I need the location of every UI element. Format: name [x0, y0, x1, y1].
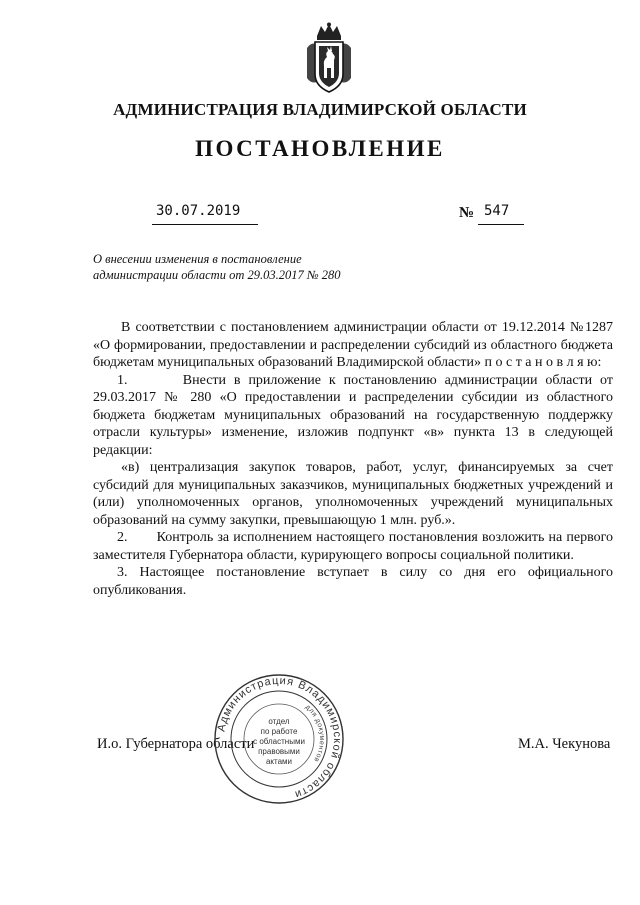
official-stamp [212, 672, 346, 806]
item-2-paragraph: 2. Контроль за исполнением настоящего постановления возложить на первого заместителя Губернатора области, курирующего вопросы социальной политики. [93, 530, 613, 563]
document-date: 30.07.2019 [156, 203, 241, 219]
document-type-title: ПОСТАНОВЛЕНИЕ [195, 136, 445, 161]
item-3-paragraph: 3. Настоящее постановление вступает в силу со дня его официального опубликования. [93, 565, 613, 598]
document-subject [93, 251, 353, 283]
number-sign: № [459, 205, 475, 221]
stamp-inner-line: с областными [253, 737, 305, 746]
stamp-inner-line: актами [265, 757, 293, 766]
signer-position: И.о. Губернатора области [97, 736, 255, 752]
document-number: 547 [484, 203, 510, 219]
stamp-ring-text: Администрация Владимирской области [215, 674, 344, 801]
document-body [93, 319, 613, 599]
item-1-paragraph: 1. Внести в приложение к постановлению администрации области от 29.03.2017 № 280 «О предоставлении и распределении субсидии из областного бюджета бюджетам муниципальных образований на государственную поддержку отрасли культуры» изменение, изложив подпункт «в» пункта 13 в следующей редакции: [93, 372, 613, 458]
item-1-quote-paragraph: «в) централизация закупок товаров, работ, услуг, финансируемых за счет субсидий для муниципальных заказчиков, муниципальных бюджетных учреждений и (или) уполномоченных органов, уполномоченных учреждений муниципальных образований на сумму закупки, превышающую 1 млн. руб.». [93, 460, 613, 528]
organization-title: АДМИНИСТРАЦИЯ ВЛАДИМИРСКОЙ ОБЛАСТИ [113, 100, 527, 119]
coat-of-arms-icon [303, 22, 355, 94]
stamp-inner-line: по работе [260, 727, 298, 736]
stamp-inner-line: правовыми [258, 747, 300, 756]
subject-line: О внесении изменения в постановление [93, 252, 302, 266]
number-underline [478, 224, 524, 225]
stamp-inner-ring-text: для документов [303, 703, 326, 764]
svg-text:для документов [304, 704, 325, 763]
stamp-inner-line: отдел [268, 717, 290, 726]
subject-line: администрации области от 29.03.2017 № 280 [93, 268, 341, 282]
signer-name: М.А. Чекунова [518, 736, 611, 752]
date-underline [152, 224, 258, 225]
preamble-paragraph: В соответствии с постановлением администрации области от 19.12.2014 №1287 «О формировании, предоставлении и распределении субсидий из областного бюджета бюджетам муниципальных образований Владимирской области» п о с т а н о в л я ю: [93, 320, 613, 370]
